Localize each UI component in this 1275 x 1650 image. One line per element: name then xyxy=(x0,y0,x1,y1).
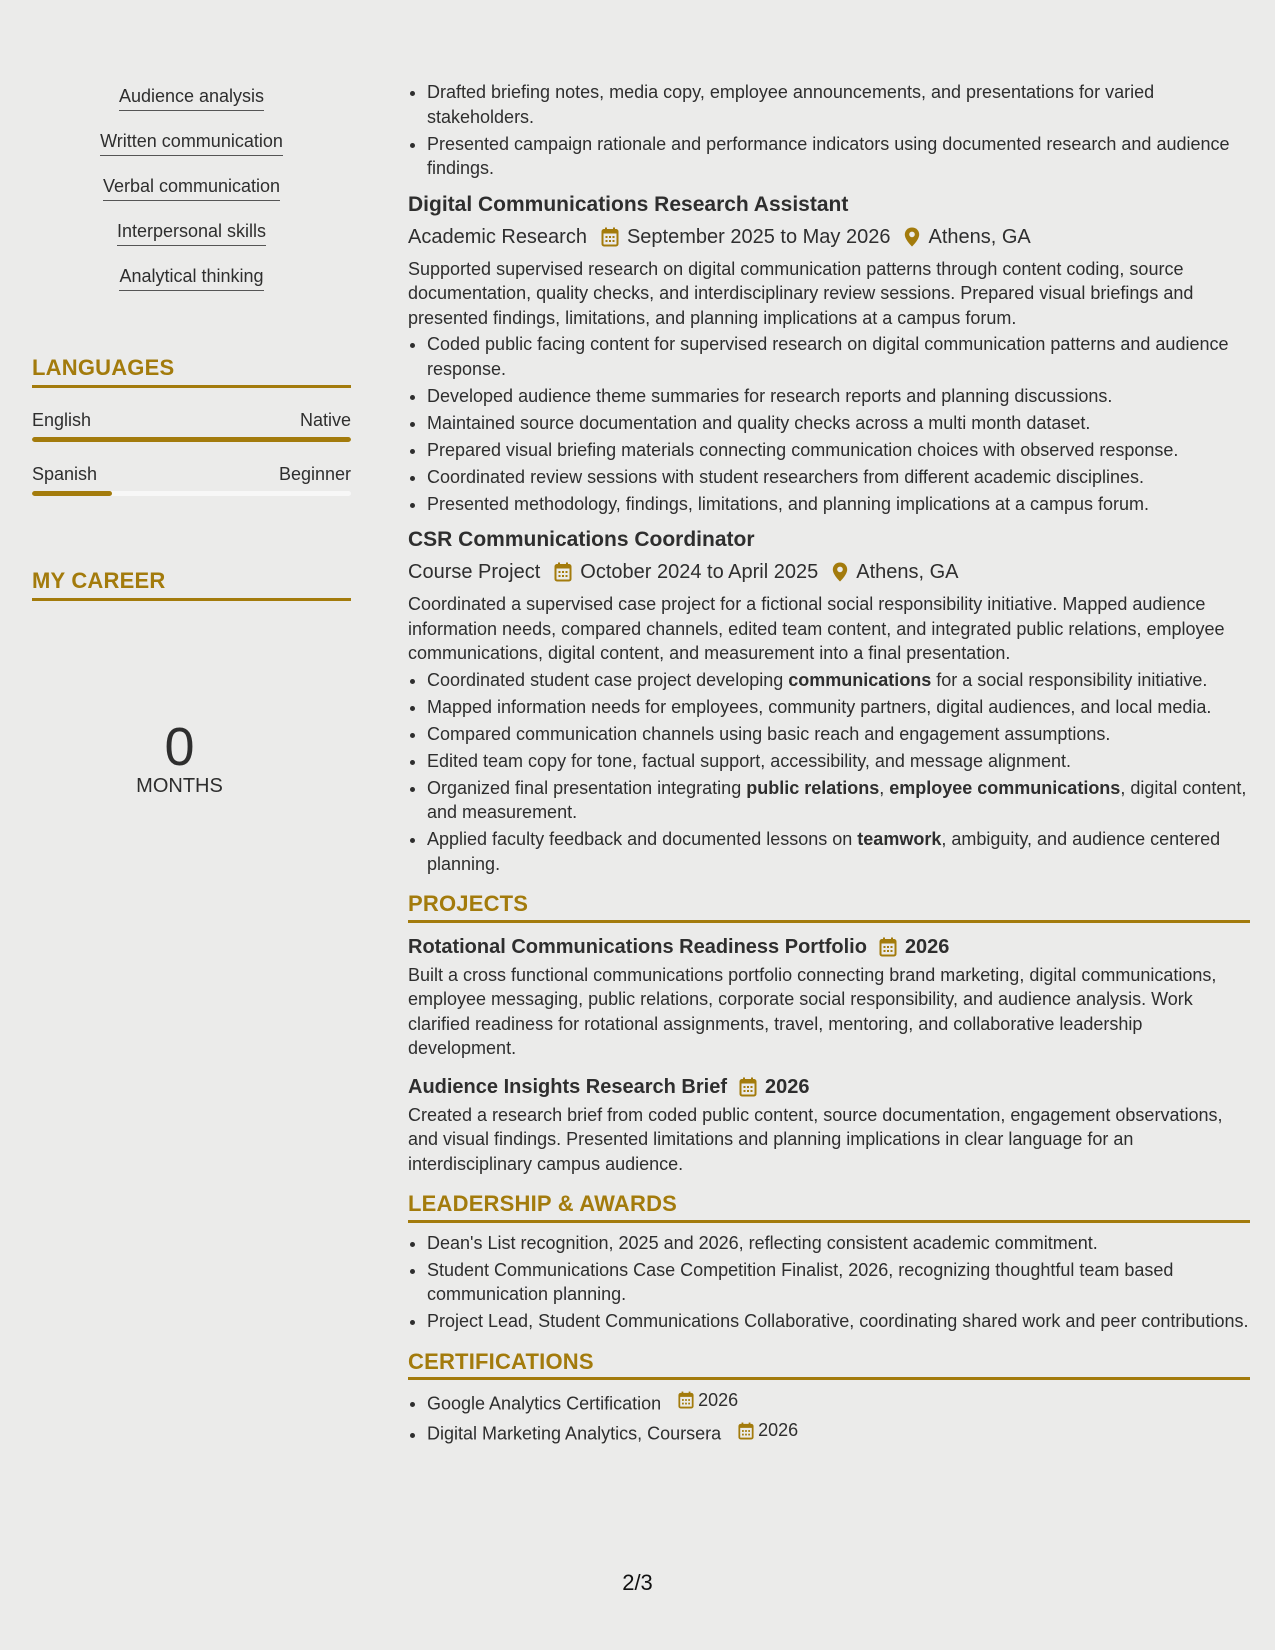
career-count-unit: MONTHS xyxy=(136,775,223,797)
language-name: English xyxy=(32,410,92,430)
language-level-fill xyxy=(32,491,112,496)
skill-item: Written communication xyxy=(32,125,351,170)
list-item: • Coordinated student case project developing communications for a social responsibility initiative. xyxy=(427,668,1250,693)
job-organization: Academic Research xyxy=(408,225,587,248)
list-item: • Mapped information needs for employees, community partners, digital audiences, and local media. xyxy=(427,695,1250,720)
list-item: • Student Communications Case Competition Finalist, 2026, recognizing thoughtful team based communication planning. xyxy=(427,1258,1250,1307)
job-meta xyxy=(408,223,1250,251)
list-item: • Presented methodology, findings, limitations, and planning implications at a campus forum. xyxy=(427,492,1250,517)
project-year: 2026 xyxy=(904,935,950,958)
list-item: • Developed audience theme summaries for research reports and planning discussions. xyxy=(427,384,1250,409)
certification-name: Google Analytics Certification xyxy=(427,1393,662,1414)
certifications-heading: CERTIFICATIONS xyxy=(408,1350,1250,1381)
list-item: • Project Lead, Student Communications Collaborative, coordinating shared work and peer contributions. xyxy=(427,1309,1250,1334)
list-item: • Applied faculty feedback and documented lessons on teamwork, ambiguity, and audience centered planning. xyxy=(427,827,1250,876)
language-name: Spanish xyxy=(32,464,98,484)
career-counter xyxy=(32,719,327,798)
language-level-bar xyxy=(32,491,351,496)
language-level: Native xyxy=(299,410,351,430)
list-item: • Coordinated review sessions with student researchers from different academic disciplines. xyxy=(427,465,1250,490)
calendar-icon xyxy=(678,1391,694,1409)
language-item xyxy=(32,410,351,442)
job-location: Athens, GA xyxy=(856,561,959,583)
projects-heading: PROJECTS xyxy=(408,892,1250,923)
list-item: • Maintained source documentation and quality checks across a multi month dataset. xyxy=(427,411,1250,436)
job-bullets xyxy=(408,332,1250,516)
leadership-heading: LEADERSHIP & AWARDS xyxy=(408,1192,1250,1223)
list-item: • Organized final presentation integrating public relations, employee communications, digital content, and measurement. xyxy=(427,776,1250,825)
calendar-icon xyxy=(738,1422,754,1440)
skill-item: Audience analysis xyxy=(32,80,351,125)
project-entry xyxy=(408,1073,1250,1177)
certification-name: Digital Marketing Analytics, Coursera xyxy=(427,1423,722,1444)
project-year: 2026 xyxy=(764,1075,810,1098)
certification-year: 2026 xyxy=(698,1390,739,1410)
job-entry xyxy=(408,191,1250,517)
languages-section xyxy=(32,355,351,496)
job-bullets xyxy=(408,668,1250,877)
list-item xyxy=(427,1418,1250,1446)
language-level-bar xyxy=(32,437,351,442)
left-column xyxy=(32,80,351,798)
list-item: • Compared communication channels using basic reach and engagement assumptions. xyxy=(427,722,1250,747)
certifications-list xyxy=(408,1388,1250,1446)
calendar-icon xyxy=(739,1077,757,1097)
job-entry xyxy=(408,526,1250,876)
leadership-section xyxy=(408,1192,1250,1334)
calendar-icon xyxy=(601,227,619,247)
list-item: • Coded public facing content for supervised research on digital communication patterns and audience response. xyxy=(427,332,1250,381)
location-pin-icon xyxy=(832,562,848,582)
right-column xyxy=(408,80,1250,1449)
certification-year: 2026 xyxy=(758,1420,799,1441)
project-entry xyxy=(408,933,1250,1061)
list-item: • Edited team copy for tone, factual support, accessibility, and message alignment. xyxy=(427,749,1250,774)
skill-item: Analytical thinking xyxy=(32,260,351,305)
project-description: Built a cross functional communications portfolio connecting brand marketing, digital communications, employee messaging, public relations, corporate social responsibility, and audience analysis. Work clarified readiness for rotational assignments, travel, mentoring, and collaborative leadership development. xyxy=(408,964,1217,1058)
career-heading: MY CAREER xyxy=(32,568,351,601)
calendar-icon xyxy=(879,937,897,957)
list-item: • Drafted briefing notes, media copy, employee announcements, and presentations for varied stakeholders. xyxy=(427,80,1250,129)
job-description: Coordinated a supervised case project for a fictional social responsibility initiative. Mapped audience information needs, compared channels, edited team content, and integrated public relations, employee communications, digital content, and measurement into a final presentation. xyxy=(408,594,1225,663)
leadership-list xyxy=(408,1231,1250,1334)
job-dates: September 2025 to May 2026 xyxy=(626,225,891,248)
languages-heading: LANGUAGES xyxy=(32,355,351,388)
career-section xyxy=(32,568,351,798)
skills-list xyxy=(32,80,351,305)
language-level: Beginner xyxy=(278,464,351,484)
list-item xyxy=(427,1388,1250,1416)
job-title: CSR Communications Coordinator xyxy=(408,528,755,551)
list-item: • Dean's List recognition, 2025 and 2026, reflecting consistent academic commitment. xyxy=(427,1231,1250,1256)
language-item xyxy=(32,464,351,496)
page-number: 2/3 xyxy=(622,1570,653,1595)
career-count-number: 0 xyxy=(164,717,195,777)
previous-job-bullets xyxy=(408,80,1250,181)
job-location: Athens, GA xyxy=(928,225,1031,248)
job-organization: Course Project xyxy=(408,561,541,583)
project-name: Rotational Communications Readiness Portfolio xyxy=(408,935,867,958)
calendar-icon xyxy=(554,562,572,582)
language-level-fill xyxy=(32,437,351,442)
location-pin-icon xyxy=(904,227,920,247)
job-title: Digital Communications Research Assistant xyxy=(408,192,849,216)
certifications-section xyxy=(408,1350,1250,1447)
job-description: Supported supervised research on digital communication patterns through content coding, source documentation, quality checks, and interdisciplinary review sessions. Prepared visual briefings and presented findings, limitations, and planning implications at a campus forum. xyxy=(408,258,1194,328)
skill-item: Verbal communication xyxy=(32,170,351,215)
project-name: Audience Insights Research Brief xyxy=(408,1075,727,1098)
projects-section xyxy=(408,892,1250,1176)
job-meta xyxy=(408,558,1250,586)
list-item: • Presented campaign rationale and performance indicators using documented research and audience findings. xyxy=(427,132,1250,181)
project-description: Created a research brief from coded public content, source documentation, engagement observations, and visual findings. Presented limitations and planning implications in clear language for an interdisciplinary campus audience. xyxy=(408,1104,1223,1174)
job-dates: October 2024 to April 2025 xyxy=(580,561,819,583)
skill-item: Interpersonal skills xyxy=(32,215,351,260)
list-item: • Prepared visual briefing materials connecting communication choices with observed response. xyxy=(427,438,1250,463)
